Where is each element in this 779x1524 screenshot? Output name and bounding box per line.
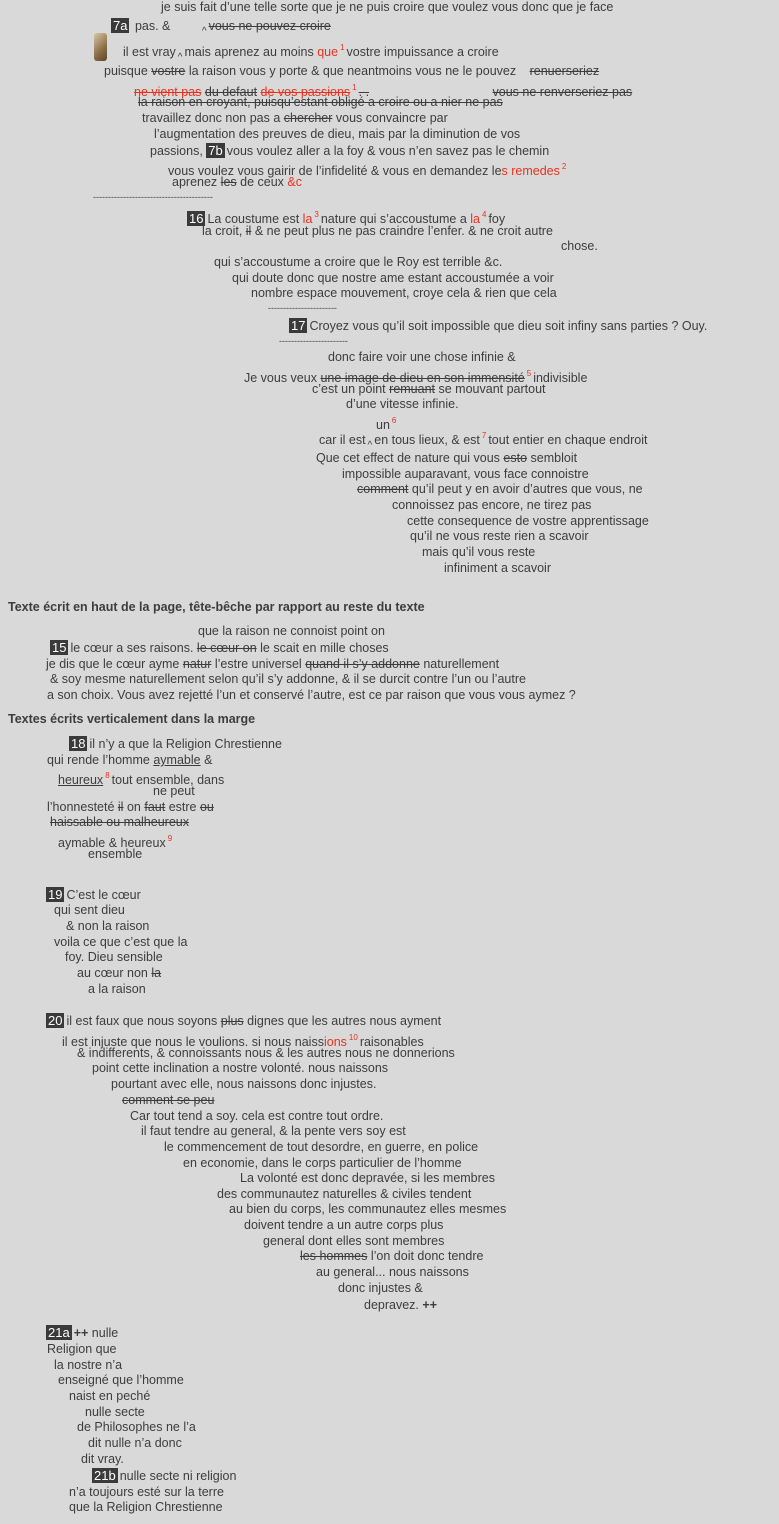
line: la nostre n’a	[54, 1358, 123, 1372]
line: donc injustes &	[338, 1281, 423, 1295]
line: haissable ou malheureux	[50, 815, 189, 829]
line: 19 C’est le cœur	[48, 887, 141, 902]
line: Que cet effect de nature qui vous esto sembloit	[316, 451, 578, 465]
line: qui doute donc que nostre ame estant accoustumée a voir	[232, 271, 554, 285]
line: doivent tendre a un autre corps plus	[244, 1218, 444, 1232]
line: Je vous veux une image de dieu en son immensité $^5$ indivisible	[244, 369, 588, 385]
line: ensemble	[88, 847, 143, 861]
line: La volonté est donc depravée, si les membres	[240, 1171, 495, 1185]
line: 18 il n’y a que la Religion Chrestienne	[71, 736, 282, 751]
line: donc faire voir une chose infinie &	[328, 350, 516, 364]
line: 17 Croyez vous qu’il soit impossible que dieu soit infiny sans parties ? Ouy.	[291, 318, 708, 333]
line: que la Religion Chrestienne	[69, 1500, 223, 1514]
line: comment qu’il peut y en avoir d’autres que vous, ne	[357, 482, 643, 496]
line: & indifferents, & connoissants nous & les autres nous ne donnerions	[77, 1046, 455, 1060]
line: heureux $^8$ tout ensemble, dans	[58, 771, 225, 787]
line: dit nulle n’a donc	[88, 1436, 182, 1450]
line: qu’il ne vous reste rien a scavoir	[410, 529, 589, 543]
line: d’une vitesse infinie.	[346, 397, 459, 411]
line: travaillez donc non pas a chercher vous convaincre par	[142, 111, 448, 125]
line: general dont elles sont membres	[263, 1234, 445, 1248]
fragment-tag: 7b	[208, 143, 223, 158]
line: foy. Dieu sensible	[65, 950, 163, 964]
line: l’augmentation des preuves de dieu, mais par la diminution de vos	[154, 127, 521, 141]
fragment-tag: 15	[52, 640, 67, 655]
line: a la raison	[88, 982, 146, 996]
line: que la raison ne connoist point on	[198, 624, 385, 638]
line: Car tout tend a soy. cela est contre tout ordre.	[130, 1109, 384, 1123]
line: l’honnesteté il on faut estre ou	[47, 800, 214, 814]
line: le commencement de tout desordre, en guerre, en police	[164, 1140, 479, 1154]
line: au cœur non la	[77, 966, 162, 980]
line: naist en peché	[69, 1389, 151, 1403]
line: en economie, dans le corps particulier de l’homme	[183, 1156, 462, 1170]
line: & soy mesme naturellement selon qu’il s’y addonne, & il se durcit contre l’un ou l’autre	[50, 672, 526, 686]
line: mais qu’il vous reste	[422, 545, 536, 559]
fragment-tag: 16	[189, 211, 204, 226]
line: il faut tendre au general, & la pente vers soy est	[141, 1124, 406, 1138]
line: & non la raison	[66, 919, 150, 933]
line: vous voulez vous gairir de l’infidelité & vous en demandez les remedes $^2$	[168, 162, 567, 178]
line: ne vient pas du defaut de vos passions $^1$ . . vous ne renverseriez pas	[134, 83, 633, 99]
fragment-tag: 20	[48, 1013, 63, 1028]
fragment-tag: 21b	[94, 1468, 116, 1483]
section-heading: Texte écrit en haut de la page, tête-bêche par rapport au reste du texte	[8, 600, 425, 614]
line: cette consequence de vostre apprentissage	[407, 514, 649, 528]
line: les hommes l’on doit donc tendre	[300, 1249, 484, 1263]
line: un $^6$	[376, 416, 397, 432]
line: voila ce que c’est que la	[54, 935, 188, 949]
manuscript-thumbnail-icon[interactable]	[94, 33, 107, 61]
line: dit vray.	[81, 1452, 124, 1466]
line: connoissez pas encore, ne tirez pas	[392, 498, 592, 512]
section-heading: Textes écrits verticalement dans la marge	[8, 712, 256, 726]
fragment-tag: 17	[291, 318, 306, 333]
line: passions, 7b vous voulez aller a la foy & vous n’en savez pas le chemin	[150, 143, 550, 158]
line: pourtant avec elle, nous naissons donc injustes.	[111, 1077, 377, 1091]
line: infiniment a scavoir	[444, 561, 551, 575]
line: 21b nulle secte ni religion	[94, 1468, 237, 1483]
fragment-tag: 21a	[48, 1325, 70, 1340]
line: 15 le cœur a ses raisons. le cœur on le scait en mille choses	[52, 640, 389, 655]
line: au general... nous naissons	[316, 1265, 469, 1279]
line: n’a toujours esté sur la terre	[69, 1485, 224, 1499]
line: de Philosophes ne l’a	[77, 1420, 196, 1434]
line: 7a pas. & $_{\^{}}$ vous ne pouvez croire	[113, 18, 331, 37]
line: car il est $_{\^{}}$ en tous lieux, & est $^7$ tout entier en chaque endroit	[319, 431, 648, 451]
line: au bien du corps, les communautez elles mesmes	[229, 1202, 507, 1216]
line: la raison en croyant, puisqu’estant obligé a croire ou a nier ne pas	[138, 95, 503, 109]
line: a son choix. Vous avez rejetté l’un et conservé l’autre, est ce par raison que vous vous aymez ?	[47, 688, 576, 702]
line: Religion que	[47, 1342, 117, 1356]
fragment-tag: 19	[48, 887, 63, 902]
line: des communautez naturelles & civiles tendent	[217, 1187, 472, 1201]
line: nulle secte	[85, 1405, 145, 1419]
line: c’est un point remuant se mouvant partout	[312, 382, 546, 396]
separator: -----------------------	[279, 336, 348, 346]
line: aprenez les de ceux &c	[172, 175, 302, 189]
separator: ----------------------------------------	[93, 192, 213, 202]
line: la croit, il & ne peut plus ne pas craindre l’enfer. & ne croit autre	[202, 224, 553, 238]
line: qui sent dieu	[54, 903, 125, 917]
line: qui s’accoustume a croire que le Roy est terrible &c.	[214, 255, 503, 269]
line: il est injuste que nous le voulions. si nous naissions $^{10}$ raisonables	[62, 1033, 424, 1049]
line: impossible auparavant, vous face connoistre	[342, 467, 589, 481]
line: aymable & heureux $^9$	[58, 834, 173, 850]
line: il est vray $_{\^{}}$ mais aprenez au moins que $^1$ vostre impuissance a croire	[123, 43, 499, 63]
line: puisque vostre la raison vous y porte & que neantmoins vous ne le pouvez renuerseriez	[104, 64, 600, 78]
line: comment se peu	[122, 1093, 215, 1107]
line: ne peut	[153, 784, 195, 798]
line: point cette inclination a nostre volonté. nous naissons	[92, 1061, 389, 1075]
line: 21a ++ nulle	[48, 1325, 119, 1340]
fragment-tag: 7a	[113, 18, 128, 33]
line: 20 il est faux que nous soyons plus dignes que les autres nous ayment	[48, 1013, 442, 1028]
line: nombre espace mouvement, croye cela & rien que cela	[251, 286, 557, 300]
line: depravez. ++	[364, 1298, 437, 1312]
line: qui rende l’homme aymable &	[47, 753, 213, 767]
line: chose.	[561, 239, 598, 253]
fragment-tag: 18	[71, 736, 86, 751]
line: enseigné que l’homme	[58, 1373, 184, 1387]
separator: -----------------------	[268, 303, 337, 313]
line: je dis que le cœur ayme natur l’estre universel quand il s’y addonne naturellement	[46, 657, 500, 671]
line: je suis fait d’une telle sorte que je ne puis croire que voulez vous donc que je face	[161, 0, 614, 14]
line: 16 La coustume est la $^3$ nature qui s’accoustume a la $^4$ foy	[189, 210, 506, 226]
